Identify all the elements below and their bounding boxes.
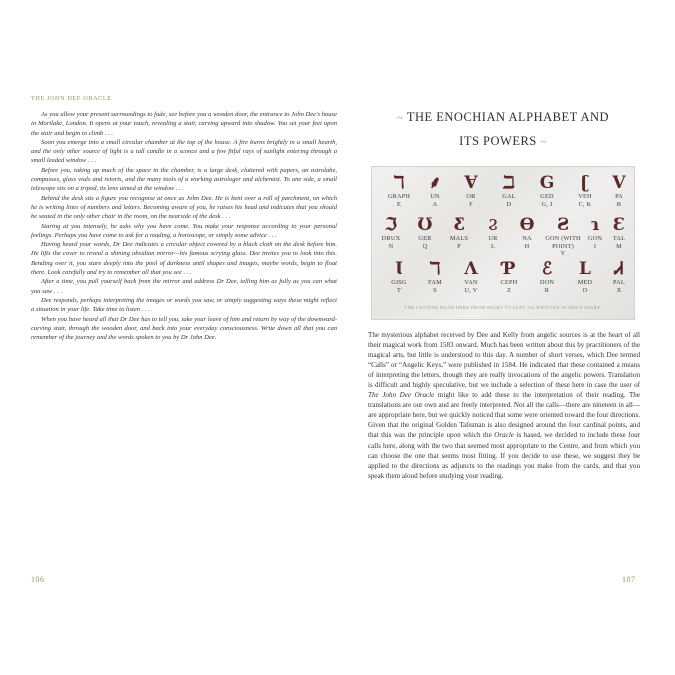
enochian-glyph: ℰ [541, 259, 553, 279]
text-run: is based, we decided to include these four calls here, along with the two that seemed most appropriate to the Centre, and from which you can choose the one that seems most fitting. If you decide to use these, we suggest they be applied to the directions as adjuncts to the readings you make from the cards, and that you speak them aloud before studying your reading. [368, 431, 640, 480]
enochian-glyph: Ɵ [519, 215, 535, 235]
enochian-letter [406, 215, 444, 250]
enochian-letter [416, 173, 454, 208]
enochian-glyph: Ⅼ [579, 259, 591, 279]
letter-value: Q [422, 242, 428, 250]
oracle-term: Oracle [494, 431, 514, 440]
enochian-glyph: ɿ [590, 215, 600, 235]
letter-value: E [396, 200, 402, 208]
enochian-glyph: ℸ [429, 259, 441, 279]
enochian-letter [600, 173, 638, 208]
letter-name: MED [577, 279, 593, 286]
enochian-letter [416, 259, 454, 294]
letter-name: GER [418, 235, 432, 242]
book-title: The John Dee Oracle [368, 391, 435, 400]
paragraph: Behind the desk sits a figure you recognise at once as John Dee. He is bent over a roll of parchment, on which he is writing lines of numbers and letters. Becoming aware of you, he raises his head and indicates that you should be seated in the only other chair in the room, on the nearside of the desk . . . [31, 194, 337, 221]
enochian-letter [566, 259, 604, 294]
enochian-letter [528, 259, 566, 294]
letter-name: GRAPH [387, 193, 411, 200]
letter-name: PA [615, 193, 623, 200]
body-text [368, 330, 640, 481]
paragraph: As you allow your present surroundings to fade, see before you a wooden door, the entrance to John Dee's house in Mortlake, London. It opens at your touch, revealing a stair, curving upward into shadow. You set your feet upon the stair and begin to climb . . . [31, 111, 337, 137]
letter-value: T [396, 286, 402, 294]
letter-value: G, J [541, 200, 553, 208]
enochian-letter [508, 215, 546, 250]
letter-name: DON [539, 279, 555, 286]
enochian-letter [372, 215, 410, 250]
letter-name: DRUX [381, 235, 401, 242]
letter-name: FAM [428, 279, 442, 286]
paragraph: Dee responds, perhaps interpreting the images or words you saw, or simply suggesting ways these might reflect a situation in your life. Take time to listen . . . [31, 296, 337, 314]
section-heading [368, 106, 638, 154]
enochian-glyph: Ɐ [464, 173, 478, 193]
paragraph: Having heard your words, Dr Dee indicates a circular object covered by a black cloth on the desk before him. He lifts the cover to reveal a shining obsidian mirror—his famous scrying glass. Dee invites you to look into this. Bending over it, you stare deeply into the pool of darkness until shapes and images, maybe words, begin to float there. Look carefully and try to remember all that you see . . . [31, 241, 337, 277]
ornament-tilde: ~ [396, 112, 404, 124]
paragraph: After a time, you pull yourself back from the mirror and address Dr Dee, telling him as fully as you can what you saw . . . [31, 278, 337, 295]
letter-value: S [433, 286, 437, 294]
enochian-glyph: Ƹ [453, 215, 465, 235]
letter-name: MALS [449, 235, 469, 242]
letter-name: GAL [502, 193, 516, 200]
letter-name: GISG [391, 279, 407, 286]
letter-value: Z [506, 286, 512, 294]
enochian-letter [600, 215, 638, 250]
paragraph: Soon you emerge into a small circular chamber at the top of the house. A fire burns brightly in a small hearth, and the only other source of light is a tall candle in a sconce and a few fitful rays of sunlight entering through a small leaded window . . . [31, 138, 337, 165]
enochian-letter [380, 173, 418, 208]
letter-value: Y [560, 250, 566, 258]
letter-name: VEH [578, 193, 592, 200]
letter-name: CEPH [500, 279, 518, 286]
enochian-glyph: Ʌ [464, 259, 478, 279]
enochian-letter [528, 173, 566, 208]
letter-value: N [388, 242, 394, 250]
letter-value: C, K [578, 200, 592, 208]
letter-name: UR [488, 235, 498, 242]
heading-line-2: ITS POWERS [459, 134, 537, 148]
letter-value: O [582, 286, 588, 294]
letter-name: VAN [464, 279, 478, 286]
enochian-glyph: G [539, 173, 555, 193]
enochian-glyph: ⸙ [428, 173, 442, 193]
enochian-glyph: ℑ [385, 215, 397, 235]
enochian-glyph: Ⅴ [612, 173, 626, 193]
enochian-alphabet-table [371, 166, 635, 320]
letter-value: U, V [464, 286, 478, 294]
letter-value: L [490, 242, 496, 250]
enochian-glyph: ʗ [580, 173, 590, 193]
letter-value: F [469, 200, 473, 208]
letter-name: OR [466, 193, 476, 200]
letter-name: GON [587, 235, 603, 242]
enochian-letter [600, 259, 638, 294]
enochian-letter [490, 259, 528, 294]
letter-value: D [506, 200, 512, 208]
paragraph [368, 330, 640, 481]
letter-value: P [457, 242, 461, 250]
letter-name: TAL [612, 235, 626, 242]
enochian-glyph: Ʊ [417, 215, 433, 235]
letter-value: R [544, 286, 550, 294]
letter-name: NA [522, 235, 532, 242]
ornament-tilde: ~ [540, 136, 547, 148]
enochian-glyph: Ɛ [612, 215, 626, 235]
table-caption: THE LETTERS READ HERE FROM RIGHT TO LEFT, AS WRITTEN IN DEE'S DIARY. [404, 305, 602, 310]
enochian-letter [474, 215, 512, 250]
paragraph: Staring at you intensely, he asks why you have come. You make your response according to your personal feelings. Perhaps you have come to ask for a reading, a horoscope, or simply some advice . . . [31, 222, 337, 239]
letter-name: PAL [613, 279, 625, 286]
enochian-letter [490, 173, 528, 208]
enochian-glyph: Ϩ [487, 215, 499, 235]
letter-value: I [593, 242, 597, 250]
enochian-letter [566, 173, 604, 208]
enochian-letter [452, 173, 490, 208]
enochian-letter [452, 259, 490, 294]
letter-name: GED [540, 193, 554, 200]
letter-value: B [616, 200, 622, 208]
meditation-text [31, 110, 337, 342]
enochian-glyph: Ƨ [556, 215, 570, 235]
running-head: THE JOHN DEE ORACLE [31, 95, 112, 102]
letter-value: X [616, 286, 622, 294]
enochian-letter [440, 215, 478, 250]
paragraph: When you have heard all that Dr Dee has to tell you, take your leave of him and return by way of the downward-curving stair, through the wooden door, and back into your everyday consciousness. Write down all that you can remember of the journey and the words spoken to you by Dr John Dee. [31, 315, 337, 342]
letter-name: GON (WITH POINT) [545, 235, 581, 250]
letter-value: A [432, 200, 438, 208]
text-run: might like to add these to the interpretation of their reading. The translations are our own and are freely interpreted. Not all the calls—there are nineteen in all—are appropriate here, but we quickly noticed that some were oriented toward the four directions. Given that the original Golden Talisman is also designed around the four cardinal points, and that this was the principle upon which the [368, 391, 640, 440]
enochian-glyph: ℶ [503, 173, 515, 193]
enochian-glyph: ℸ [393, 173, 405, 193]
enochian-glyph: Ꮧ [614, 259, 624, 279]
heading-line-1: THE ENOCHIAN ALPHABET AND [406, 110, 610, 124]
enochian-glyph: Ƥ [502, 259, 516, 279]
text-run: The mysterious alphabet received by Dee and Kelly from angelic sources is at the heart of all their magical work from 1583 onward. Much has been written about this by practitioners of the magical arts, but little is understood to this day. A number of short verses, which Dee termed “Calls” or “Angelic Keys,” were published in 1584. He indicated that these contained a means of interpreting the letters, though they are really invocations of the angelic powers. Translation is difficult and highly speculative, but we include a selection of these here in case the user of [368, 331, 640, 390]
paragraph: Before you, taking up much of the space in the chamber, is a large desk, cluttered with papers, an astrolabe, compasses, glass vials and retorts, and the many tools of a working astrologer and alchemist. To one side, a small telescope sits on a tripod, its lens aimed at the window . . . [31, 166, 337, 193]
page-number-right: 107 [622, 575, 636, 584]
letter-value: M [616, 242, 622, 250]
enochian-glyph: Ɩ [395, 259, 403, 279]
letter-name: UN [430, 193, 440, 200]
page-number-left: 106 [31, 575, 45, 584]
letter-value: H [524, 242, 530, 250]
enochian-letter [380, 259, 418, 294]
